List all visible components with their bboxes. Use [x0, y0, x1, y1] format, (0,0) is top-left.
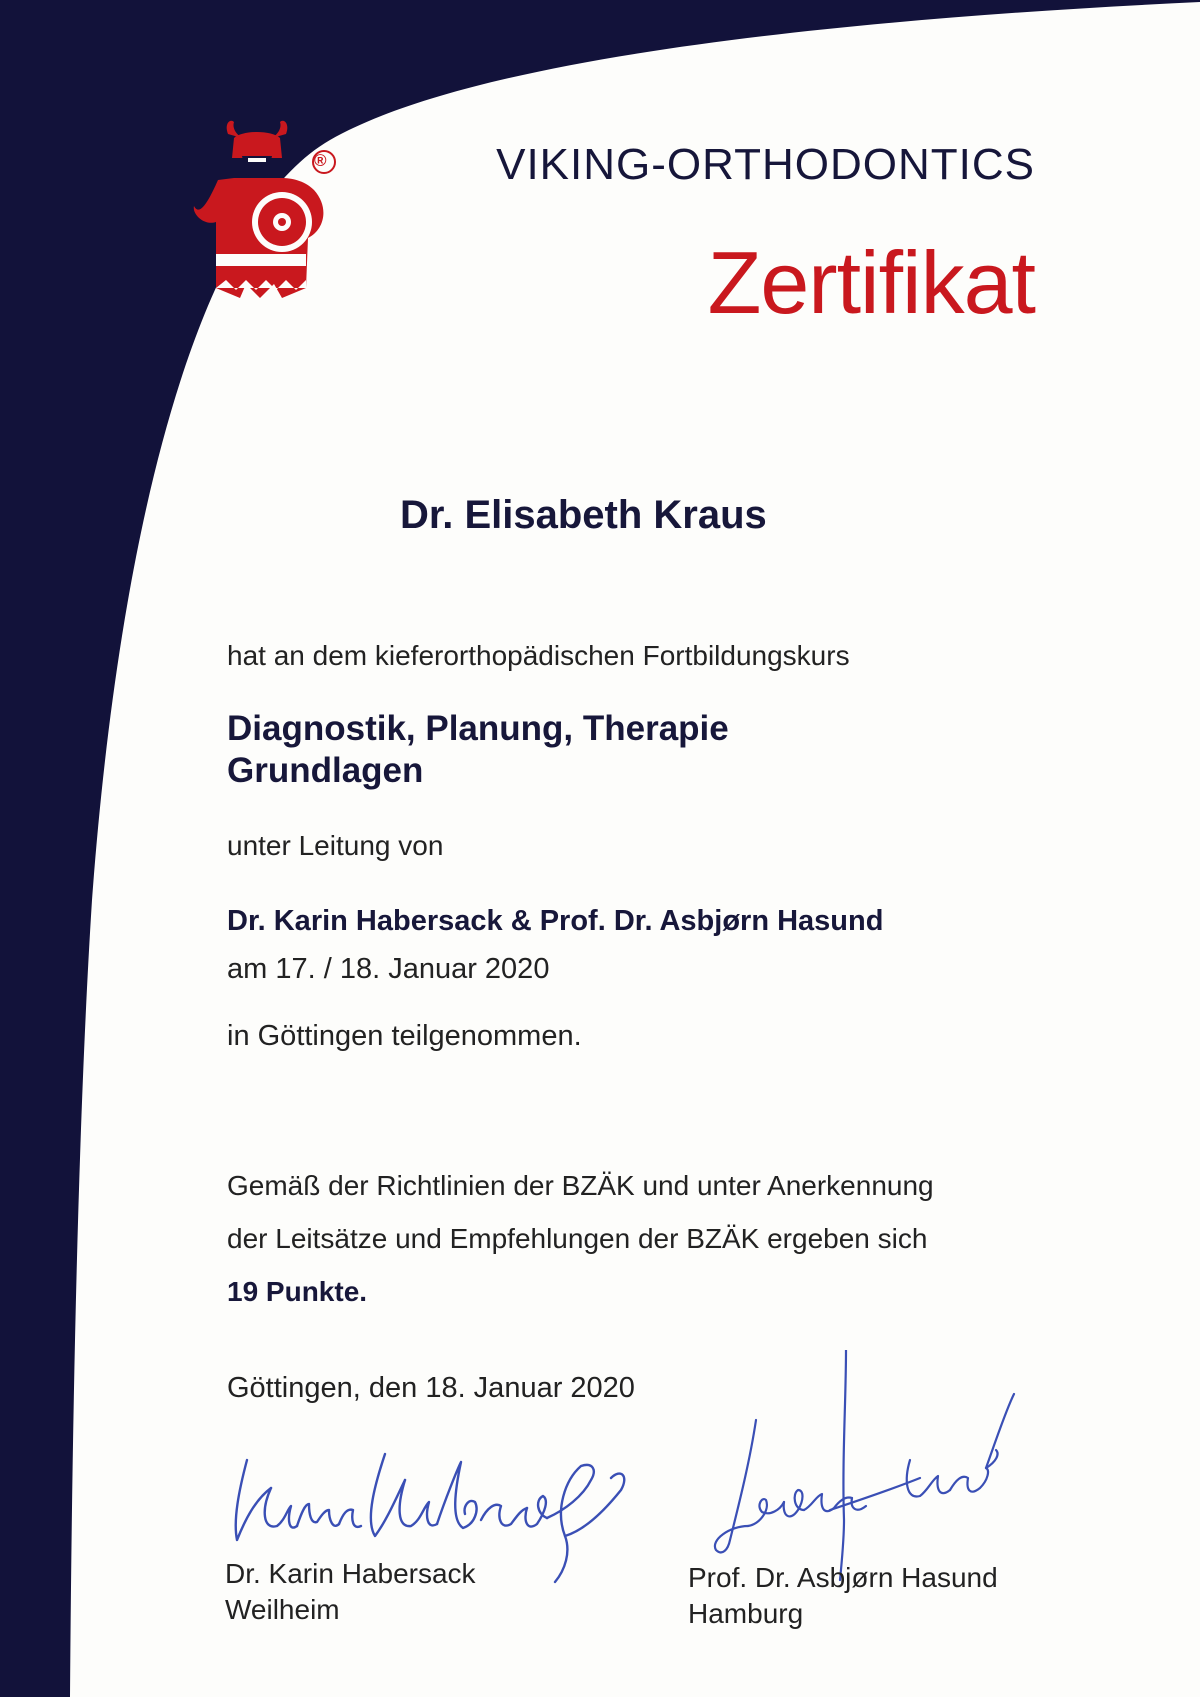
- brand-name: VIKING-ORTHODONTICS: [496, 140, 1035, 189]
- registered-mark: ®: [314, 151, 327, 170]
- issue-place-date: Göttingen, den 18. Januar 2020: [227, 1372, 635, 1404]
- course-title: [227, 708, 729, 792]
- lecturers: Dr. Karin Habersack & Prof. Dr. Asbjørn Hasund: [227, 905, 884, 937]
- accreditation-line-1: Gemäß der Richtlinien der BZÄK und unter Anerkennung: [227, 1170, 934, 1201]
- course-title-line-1: Diagnostik, Planung, Therapie: [227, 709, 729, 748]
- signatory-right-city: Hamburg: [688, 1598, 804, 1629]
- certificate-title: Zertifikat: [707, 233, 1035, 332]
- course-title-line-2: Grundlagen: [227, 751, 424, 790]
- viking-logo-icon: [190, 118, 340, 318]
- accreditation-line-2: der Leitsätze und Empfehlungen der BZÄK ergeben sich: [227, 1223, 928, 1254]
- signatory-right-name: Prof. Dr. Asbjørn Hasund: [688, 1562, 998, 1593]
- course-dates: am 17. / 18. Januar 2020: [227, 953, 550, 985]
- signatory-left-city: Weilheim: [225, 1594, 340, 1625]
- signatory-left: [225, 1556, 476, 1628]
- signatory-left-name: Dr. Karin Habersack: [225, 1558, 476, 1589]
- signature-hasund-icon: [700, 1350, 1030, 1590]
- accreditation-points: 19 Punkte.: [227, 1276, 368, 1307]
- course-place: in Göttingen teilgenommen.: [227, 1020, 582, 1052]
- leitung-text: unter Leitung von: [227, 830, 444, 861]
- intro-text: hat an dem kieferorthopädischen Fortbildungskurs: [227, 640, 850, 671]
- recipient-name: Dr. Elisabeth Kraus: [400, 493, 767, 537]
- signatory-right: [688, 1560, 998, 1632]
